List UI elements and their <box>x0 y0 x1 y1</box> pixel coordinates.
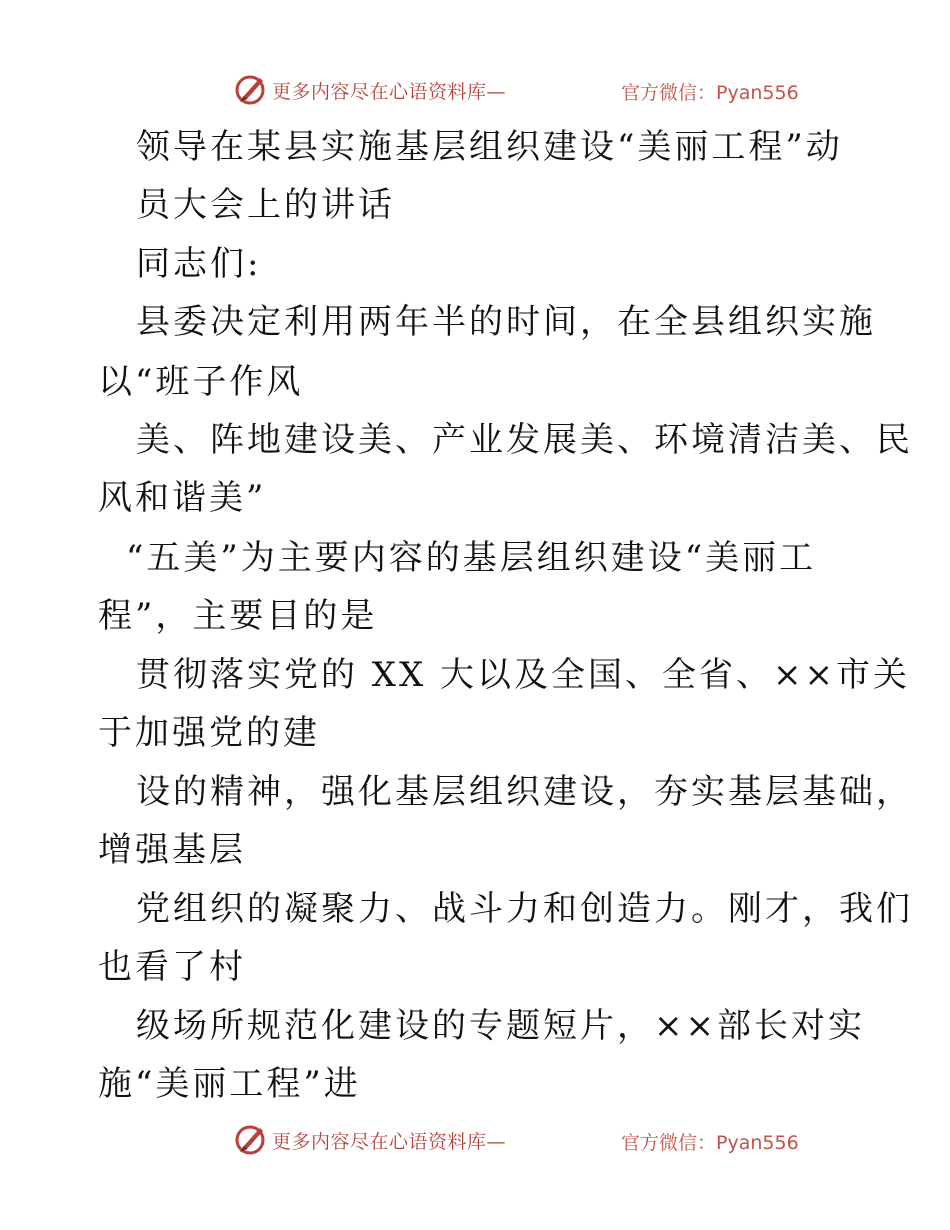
title-line-2: 员大会上的讲话 <box>136 185 395 225</box>
title-line-1: 领导在某县实施基层组织建设“美丽工程”动 <box>136 127 843 167</box>
quill-pen-logo-icon <box>234 1122 268 1156</box>
body-line: 美、阵地建设美、产业发展美、环境清洁美、民 <box>136 420 913 460</box>
body-line: “五美”为主要内容的基层组织建设“美丽工 <box>126 538 817 578</box>
body-line: 党组织的凝聚力、战斗力和创造力。刚才，我们 <box>136 889 913 929</box>
body-line: 程”，主要目的是 <box>98 596 378 636</box>
body-line: 县委决定利用两年半的时间，在全县组织实施 <box>136 302 876 342</box>
watermark-banner-bottom <box>0 1120 950 1160</box>
watermark-wechat-text: 官方微信：Pyan556 <box>621 82 799 104</box>
body-line: 于加强党的建 <box>98 713 320 753</box>
watermark-wechat-text: 官方微信：Pyan556 <box>621 1132 799 1154</box>
body-line: 贯彻落实党的 XX 大以及全国、全省、××市关 <box>136 655 911 695</box>
watermark-banner-top <box>0 70 950 110</box>
body-line: 风和谐美” <box>98 478 267 518</box>
watermark-main-text: 更多内容尽在心语资料库— <box>272 81 507 103</box>
body-line: 以“班子作风 <box>98 362 304 402</box>
salutation: 同志们: <box>136 244 262 284</box>
quill-pen-logo-icon <box>234 72 268 106</box>
body-line: 设的精神，强化基层组织建设，夯实基层基础， <box>136 772 913 812</box>
watermark-main-text: 更多内容尽在心语资料库— <box>272 1131 507 1153</box>
body-line: 增强基层 <box>98 830 246 870</box>
body-line: 施“美丽工程”进 <box>98 1064 361 1104</box>
body-line: 级场所规范化建设的专题短片，××部长对实 <box>136 1006 865 1046</box>
body-line: 也看了村 <box>98 947 246 987</box>
